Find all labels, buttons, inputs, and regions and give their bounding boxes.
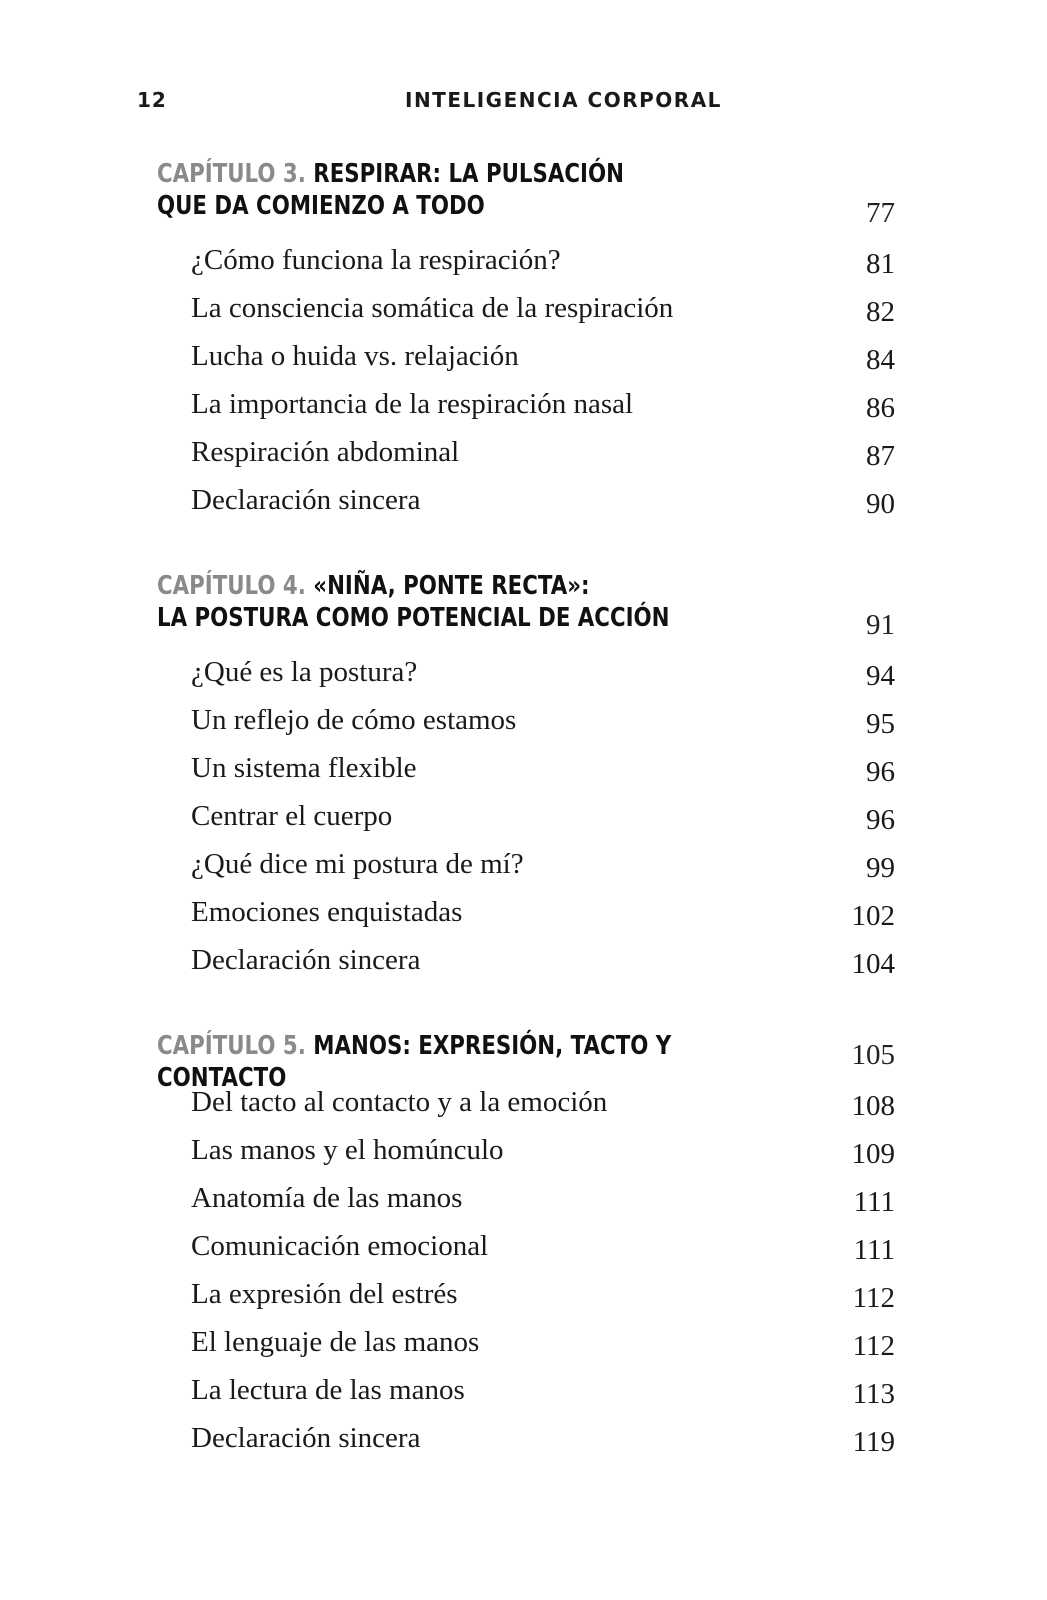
- section-page-number: 90: [866, 488, 895, 520]
- table-of-contents: [157, 158, 895, 1508]
- section-title: Declaración sincera: [191, 484, 421, 516]
- section-list: [157, 1078, 895, 1462]
- section-page-number: 99: [866, 852, 895, 884]
- list-item: [157, 1366, 895, 1414]
- list-item: [157, 1222, 895, 1270]
- section-title: El lenguaje de las manos: [191, 1326, 480, 1358]
- section-page-number: 94: [866, 660, 895, 692]
- chapter-label: CAPÍTULO 3.: [157, 159, 306, 189]
- chapter-page-number: 77: [866, 197, 895, 229]
- chapter-title-line-2: QUE DA COMIENZO A TODO: [157, 191, 485, 221]
- list-item: [157, 236, 895, 284]
- section-page-number: 108: [851, 1090, 895, 1122]
- list-item: [157, 744, 895, 792]
- section-title: La importancia de la respiración nasal: [191, 388, 634, 420]
- chapter-label: CAPÍTULO 5.: [157, 1031, 306, 1061]
- section-title: Respiración abdominal: [191, 436, 460, 468]
- chapter-title-line-1: «NIÑA, PONTE RECTA»:: [313, 571, 590, 601]
- section-title: ¿Qué es la postura?: [191, 656, 418, 688]
- section-page-number: 111: [853, 1186, 895, 1218]
- section-page-number: 81: [866, 248, 895, 280]
- list-item: [157, 1078, 895, 1126]
- section-list: [157, 236, 895, 524]
- list-item: [157, 476, 895, 524]
- section-page-number: 112: [852, 1282, 895, 1314]
- section-title: Anatomía de las manos: [191, 1182, 463, 1214]
- section-title: Centrar el cuerpo: [191, 800, 393, 832]
- section-title: Las manos y el homúnculo: [191, 1134, 504, 1166]
- section-title: Declaración sincera: [191, 1422, 421, 1454]
- list-item: [157, 792, 895, 840]
- section-page-number: 104: [851, 948, 895, 980]
- section-page-number: 112: [852, 1330, 895, 1362]
- section-page-number: 82: [866, 296, 895, 328]
- chapter-heading-row: [157, 158, 895, 229]
- list-item: [157, 648, 895, 696]
- section-title: Del tacto al contacto y a la emoción: [191, 1086, 608, 1118]
- chapter-heading-row: [157, 570, 895, 641]
- section-title: Comunicación emocional: [191, 1230, 489, 1262]
- list-item: [157, 888, 895, 936]
- section-page-number: 119: [852, 1426, 895, 1458]
- list-item: [157, 1126, 895, 1174]
- section-title: La consciencia somática de la respiración: [191, 292, 674, 324]
- list-item: [157, 1270, 895, 1318]
- section-title: La lectura de las manos: [191, 1374, 465, 1406]
- list-item: [157, 696, 895, 744]
- section-page-number: 96: [866, 756, 895, 788]
- chapter-heading: [157, 570, 731, 634]
- chapter-3: [157, 158, 895, 524]
- list-item: [157, 936, 895, 984]
- section-title: Un sistema flexible: [191, 752, 417, 784]
- section-title: Emociones enquistadas: [191, 896, 463, 928]
- book-title: INTELIGENCIA CORPORAL: [405, 88, 722, 112]
- chapter-page-number: 105: [851, 1039, 895, 1071]
- list-item: [157, 284, 895, 332]
- section-page-number: 111: [853, 1234, 895, 1266]
- section-list: [157, 648, 895, 984]
- list-item: [157, 1318, 895, 1366]
- section-page-number: 96: [866, 804, 895, 836]
- section-page-number: 109: [851, 1138, 895, 1170]
- list-item: [157, 1414, 895, 1462]
- chapter-title-line-1: RESPIRAR: LA PULSACIÓN: [313, 159, 624, 189]
- section-title: La expresión del estrés: [191, 1278, 458, 1310]
- page-number: 12: [137, 88, 167, 112]
- chapter-4: [157, 570, 895, 984]
- list-item: [157, 332, 895, 380]
- chapter-title-line-2: LA POSTURA COMO POTENCIAL DE ACCIÓN: [157, 603, 670, 633]
- section-page-number: 87: [866, 440, 895, 472]
- section-title: Declaración sincera: [191, 944, 421, 976]
- section-page-number: 86: [866, 392, 895, 424]
- section-page-number: 84: [866, 344, 895, 376]
- section-title: Lucha o huida vs. relajación: [191, 340, 519, 372]
- section-title: ¿Cómo funciona la respiración?: [191, 244, 561, 276]
- section-title: Un reflejo de cómo estamos: [191, 704, 517, 736]
- chapter-heading: [157, 158, 731, 222]
- chapter-heading-row: [157, 1030, 895, 1093]
- running-head: [137, 88, 897, 118]
- section-page-number: 113: [852, 1378, 895, 1410]
- list-item: [157, 428, 895, 476]
- section-page-number: 102: [851, 900, 895, 932]
- chapter-label: CAPÍTULO 4.: [157, 571, 306, 601]
- chapter-title-line-1: MANOS: EXPRESIÓN, TACTO Y CONTACTO: [157, 1031, 672, 1093]
- list-item: [157, 380, 895, 428]
- chapter-5: [157, 1030, 895, 1462]
- section-title: ¿Qué dice mi postura de mí?: [191, 848, 524, 880]
- list-item: [157, 840, 895, 888]
- chapter-page-number: 91: [866, 609, 895, 641]
- section-page-number: 95: [866, 708, 895, 740]
- list-item: [157, 1174, 895, 1222]
